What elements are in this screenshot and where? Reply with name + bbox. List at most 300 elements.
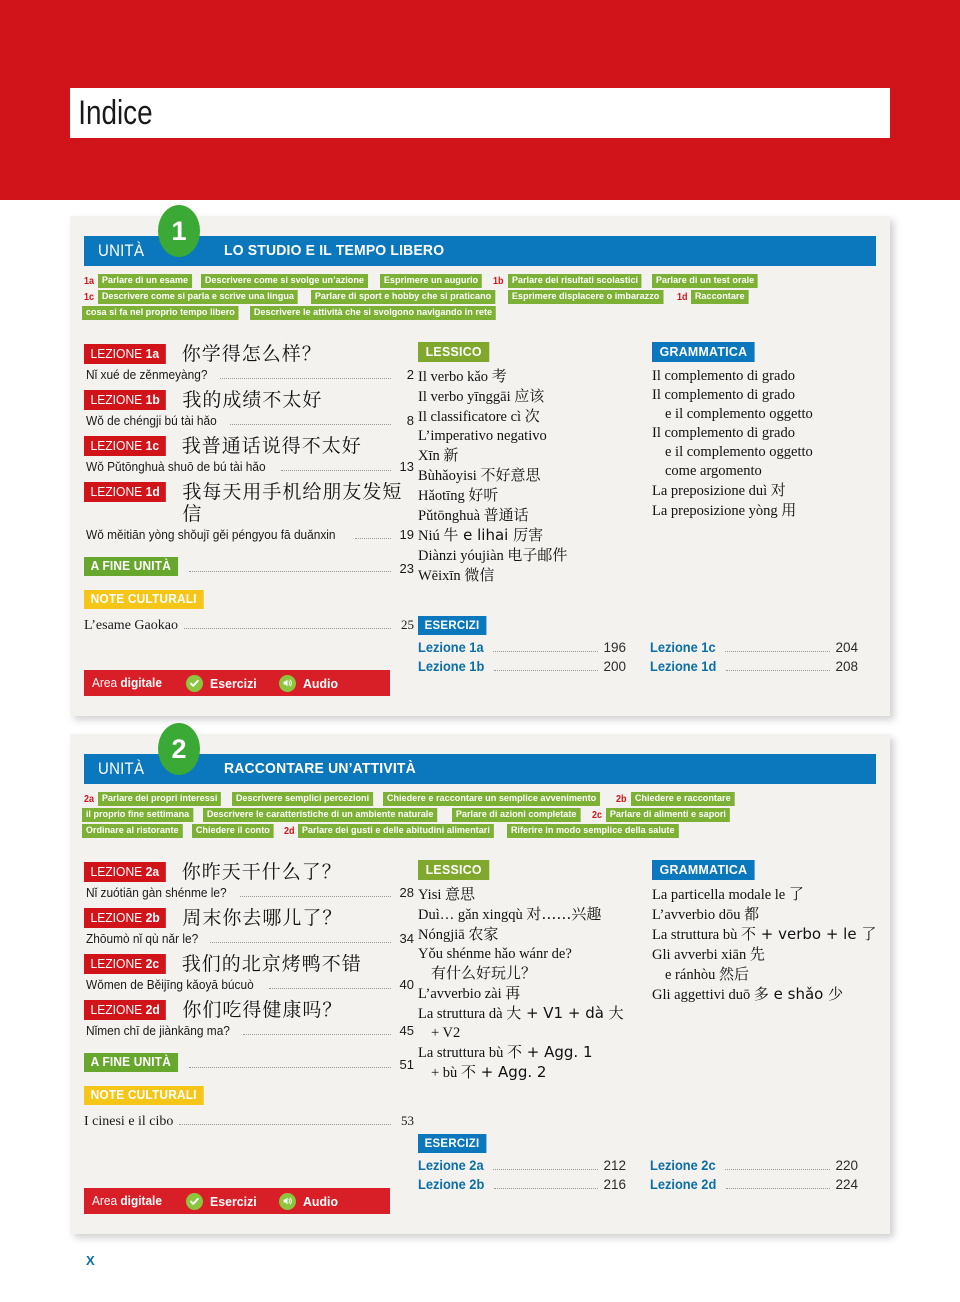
lessico-item <box>418 925 648 945</box>
lesson-page-number: 40 <box>399 977 414 992</box>
grammatica-item-hanzi: 都 <box>744 905 760 923</box>
objective-tag[interactable]: Chiedere il conto <box>192 824 274 838</box>
dot-leader <box>179 1124 391 1125</box>
lesson-list <box>84 860 414 1130</box>
lessico-item-text: La struttura bù <box>418 1045 507 1061</box>
lessico-item-text: Il verbo yīnggāi <box>418 389 515 405</box>
esercizi-page-number: 224 <box>835 1177 858 1192</box>
esercizi-row[interactable] <box>418 1177 650 1193</box>
grammatica-item <box>652 945 882 965</box>
lessico-item <box>418 1024 648 1043</box>
grammatica-item-hanzi: 然后 <box>718 965 749 983</box>
lessico-item <box>418 486 648 506</box>
grammatica-item <box>652 405 882 424</box>
esercizi-lesson-label: Lezione 1d <box>650 659 717 674</box>
unit-header-bar <box>84 754 876 784</box>
lessico-item-hanzi: 牛 e lihai 厉害 <box>443 526 544 544</box>
grammatica-item-hanzi: 了 <box>788 885 804 903</box>
dot-leader <box>725 1169 830 1170</box>
note-culturali-entry-row[interactable] <box>84 617 414 634</box>
lesson-badge[interactable] <box>84 862 166 882</box>
lesson-page-number: 34 <box>399 931 414 946</box>
esercizi-row[interactable] <box>650 1177 882 1193</box>
dot-leader <box>240 896 391 897</box>
lesson-badge-code: 1b <box>145 392 160 407</box>
note-culturali-entry: I cinesi e il cibo <box>84 1114 174 1129</box>
lesson-page-number: 28 <box>399 885 414 900</box>
header-band <box>0 0 960 200</box>
esercizi-column <box>650 640 882 678</box>
grammatica-item-text: Il complemento di grado <box>652 368 795 384</box>
objective-row <box>82 290 882 304</box>
lessico-item-text: Nóngjiā <box>418 927 469 943</box>
area-digitale-bold: digitale <box>120 676 162 690</box>
lessico-item-text: Niú <box>418 528 444 544</box>
area-digitale-label <box>92 1194 162 1208</box>
objective-tag[interactable]: Parlare dei gusti e delle abitudini alimentari <box>298 824 494 838</box>
lessico-section <box>418 860 648 1083</box>
esercizi-heading: ESERCIZI <box>418 1134 486 1153</box>
lesson-page-number: 2 <box>406 367 414 382</box>
lessico-item-text: + V2 <box>431 1025 461 1041</box>
grammatica-item <box>652 424 882 443</box>
lessico-item-text: Duì… gǎn xingqù <box>418 907 527 923</box>
lesson-badge-code: 1d <box>145 484 160 499</box>
lesson-badge-code: 1a <box>145 346 160 361</box>
lessico-item-text: Yisi <box>418 887 445 903</box>
lesson-badge[interactable] <box>84 344 166 364</box>
lesson-title-hanzi: 我普通话说得不太好 <box>181 435 362 457</box>
dot-leader <box>725 651 830 652</box>
objective-tag[interactable]: Chiedere e raccontare un semplice avvenimento <box>383 792 600 806</box>
grammatica-item <box>652 925 882 945</box>
lessico-item-text: Bùhǎoyisi <box>418 468 481 484</box>
a-fine-unita-page: 51 <box>399 1057 414 1072</box>
lesson-pinyin: Wǒ de chéngji bú tài hǎo <box>86 414 217 428</box>
unit-objectives <box>82 274 882 322</box>
objective-tag[interactable]: Riferire in modo semplice della salute <box>507 824 678 838</box>
check-circle-icon <box>186 1193 203 1210</box>
lessico-item-hanzi: 微信 <box>464 566 495 584</box>
dot-leader <box>355 538 391 539</box>
lesson-heading[interactable] <box>84 389 414 411</box>
grammatica-item-hanzi: 多 e shǎo 少 <box>753 985 844 1003</box>
unit-title: LO STUDIO E IL TEMPO LIBERO <box>224 242 445 259</box>
lessico-item-text: + bù <box>431 1065 461 1081</box>
dot-leader <box>243 1034 391 1035</box>
area-digitale-bar <box>84 670 390 696</box>
grammatica-item <box>652 905 882 925</box>
note-culturali-page: 25 <box>401 617 414 632</box>
page-title-box <box>70 88 890 138</box>
lesson-heading[interactable] <box>84 435 414 457</box>
lessico-list <box>418 367 648 586</box>
lessico-heading: LESSICO <box>418 342 489 362</box>
footer-page-number: X <box>86 1253 95 1268</box>
area-digitale-prefix: Area <box>92 1194 121 1208</box>
objective-tag[interactable]: Descrivere come si parla e scrive una lingua <box>98 290 298 304</box>
esercizi-row[interactable] <box>650 1158 882 1174</box>
unit-number-badge: 2 <box>158 723 200 775</box>
lessico-section <box>418 342 648 586</box>
lesson-list <box>84 342 414 634</box>
lessico-item-text: L’avverbio zài <box>418 986 506 1002</box>
lessico-item-hanzi: 考 <box>491 367 507 385</box>
objective-code: 1c <box>84 291 95 303</box>
esercizi-column <box>418 1158 650 1196</box>
grammatica-item <box>652 985 882 1005</box>
area-digitale-audio[interactable]: Audio <box>302 1193 338 1209</box>
audio-speaker-icon <box>279 675 296 692</box>
dot-leader <box>493 1169 598 1170</box>
esercizi-heading: ESERCIZI <box>418 616 486 635</box>
grammatica-item <box>652 443 882 462</box>
esercizi-row[interactable] <box>418 640 650 656</box>
unit-objectives <box>82 792 882 840</box>
esercizi-page-number: 212 <box>603 1158 626 1173</box>
objective-tag[interactable]: il proprio fine settimana <box>82 808 193 822</box>
lessico-item <box>418 407 648 427</box>
lessico-item-hanzi: 好听 <box>468 486 499 504</box>
lesson-heading[interactable] <box>84 481 414 525</box>
esercizi-lesson-label: Lezione 2c <box>650 1158 716 1173</box>
esercizi-lesson-label: Lezione 1b <box>418 659 485 674</box>
grammatica-item-hanzi: 用 <box>781 501 797 519</box>
esercizi-row[interactable] <box>418 659 650 675</box>
dot-leader <box>230 424 391 425</box>
lesson-pinyin-row <box>86 367 414 383</box>
objective-code: 2a <box>84 793 95 805</box>
lessico-item-hanzi: 意思 <box>445 885 476 903</box>
unit-header-bar <box>84 236 876 266</box>
lesson-pinyin-row <box>86 459 414 475</box>
objective-tag[interactable]: Descrivere semplici percezioni <box>232 792 373 806</box>
esercizi-row[interactable] <box>418 1158 650 1174</box>
lesson-heading[interactable] <box>84 953 414 975</box>
lesson-badge-code: 2b <box>145 910 160 925</box>
note-culturali-row <box>84 590 414 609</box>
grammatica-heading: GRAMMATICA <box>652 342 755 362</box>
dot-leader <box>189 571 391 572</box>
lessico-item <box>418 566 648 586</box>
esercizi-section <box>418 616 882 678</box>
lessico-item-hanzi: 应该 <box>514 387 545 405</box>
grammatica-item <box>652 481 882 501</box>
lessico-item-hanzi: 次 <box>524 407 540 425</box>
esercizi-lesson-label: Lezione 1a <box>418 640 484 655</box>
esercizi-row[interactable] <box>650 640 882 656</box>
lessico-item <box>418 984 648 1004</box>
lessico-item <box>418 945 648 964</box>
grammatica-item-text: Il complemento di grado <box>652 387 795 403</box>
grammatica-item-text: Gli avverbi xiān <box>652 947 750 963</box>
a-fine-unita-row[interactable] <box>84 1053 414 1072</box>
objective-tag[interactable]: cosa si fa nel proprio tempo libero <box>82 306 239 320</box>
grammatica-item-hanzi: 先 <box>749 945 765 963</box>
unit-title: RACCONTARE UN’ATTIVITÀ <box>224 760 416 777</box>
esercizi-lesson-label: Lezione 2d <box>650 1177 717 1192</box>
lessico-item <box>418 466 648 486</box>
dot-leader <box>494 1188 599 1189</box>
objective-row <box>82 808 882 822</box>
esercizi-lesson-label: Lezione 1c <box>650 640 716 655</box>
lesson-badge-prefix: LEZIONE <box>90 1002 143 1017</box>
objective-tag[interactable]: Parlare di un test orale <box>652 274 758 288</box>
grammatica-item-text: come argomento <box>665 463 762 479</box>
lesson-title-hanzi: 周末你去哪儿了？ <box>182 907 343 929</box>
lesson-title-hanzi: 你们吃得健康吗？ <box>182 999 343 1021</box>
lesson-title-hanzi: 你学得怎么样？ <box>181 343 322 365</box>
objective-row <box>82 274 882 288</box>
lesson-badge[interactable] <box>84 1000 166 1020</box>
note-culturali-entry: L’esame Gaokao <box>84 618 178 633</box>
grammatica-item-text: e il complemento oggetto <box>665 444 813 460</box>
objective-code: 1b <box>492 275 504 287</box>
lessico-item-hanzi: 不好意思 <box>480 466 541 484</box>
dot-leader <box>189 1067 391 1068</box>
lesson-pinyin: Nǐ zuótiān gàn shénme le? <box>86 886 227 900</box>
lessico-item-hanzi: 大 + V1 + dà 大 <box>506 1004 624 1022</box>
area-digitale-label <box>92 676 162 690</box>
lessico-item-text: Hǎotīng <box>418 488 469 504</box>
esercizi-grid <box>418 1158 882 1196</box>
grammatica-list <box>652 367 882 521</box>
audio-speaker-icon <box>279 1193 296 1210</box>
a-fine-unita-badge[interactable]: A FINE UNITÀ <box>84 1053 178 1072</box>
lessico-item-text: Xīn <box>418 448 444 464</box>
lesson-badge[interactable] <box>84 436 166 456</box>
dot-leader <box>184 628 391 629</box>
grammatica-item-text: Il complemento di grado <box>652 425 795 441</box>
note-culturali-entry-row[interactable] <box>84 1113 414 1130</box>
lesson-badge-code: 2d <box>145 1002 160 1017</box>
lesson-badge[interactable] <box>84 954 166 974</box>
esercizi-column <box>650 1158 882 1196</box>
unita-label: UNITÀ <box>98 241 145 260</box>
lessico-item <box>418 905 648 925</box>
dot-leader <box>494 670 599 671</box>
unita-label: UNITÀ <box>98 759 145 778</box>
grammatica-item-text: La preposizione duì <box>652 483 771 499</box>
lessico-item-hanzi: 不 + Agg. 1 <box>507 1043 593 1061</box>
lessico-item-text: La struttura dà <box>418 1006 507 1022</box>
objective-tag[interactable]: Parlare dei propri interessi <box>98 792 221 806</box>
esercizi-page-number: 196 <box>603 640 626 655</box>
lesson-badge-code: 1c <box>145 438 160 453</box>
objective-code: 1a <box>84 275 95 287</box>
objective-row <box>82 824 882 838</box>
a-fine-unita-row[interactable] <box>84 557 414 576</box>
objective-tag[interactable]: Ordinare al ristorante <box>82 824 182 838</box>
unit-number-badge: 1 <box>158 205 200 257</box>
dot-leader <box>726 670 831 671</box>
lessico-item <box>418 387 648 407</box>
page-title: Indice <box>78 93 153 132</box>
note-culturali-badge[interactable]: NOTE CULTURALI <box>84 590 203 609</box>
lesson-pinyin-row <box>86 977 414 993</box>
lessico-heading: LESSICO <box>418 860 489 880</box>
lessico-item-hanzi: 对……兴趣 <box>526 905 602 923</box>
esercizi-page-number: 200 <box>603 659 626 674</box>
grammatica-item-text: e ránhòu <box>665 967 719 983</box>
lesson-page-number: 45 <box>399 1023 414 1038</box>
lessico-item-hanzi: 电子邮件 <box>507 546 568 564</box>
lesson-pinyin-row <box>86 413 414 429</box>
note-culturali-badge[interactable]: NOTE CULTURALI <box>84 1086 203 1105</box>
unit-card-2 <box>70 734 890 1234</box>
esercizi-page-number: 220 <box>835 1158 858 1173</box>
grammatica-item-text: La particella modale le <box>652 887 789 903</box>
lesson-badge[interactable] <box>84 390 166 410</box>
objective-row <box>82 792 882 806</box>
objective-tag[interactable]: Parlare di un esame <box>98 274 192 288</box>
lessico-item-hanzi: 新 <box>443 446 459 464</box>
lesson-badge-prefix: LEZIONE <box>90 346 143 361</box>
lessico-item <box>418 1043 648 1063</box>
check-circle-icon <box>186 675 203 692</box>
a-fine-unita-page: 23 <box>399 561 414 576</box>
lessico-list <box>418 885 648 1083</box>
lesson-badge-prefix: LEZIONE <box>90 438 143 453</box>
objective-tag[interactable]: Parlare di azioni completate <box>452 808 580 822</box>
dot-leader <box>493 651 598 652</box>
lesson-pinyin: Nǐ xué de zěnmeyàng? <box>86 368 208 382</box>
objective-tag[interactable]: Descrivere le caratteristiche di un ambiente naturale <box>203 808 437 822</box>
lesson-heading[interactable] <box>84 343 414 365</box>
lessico-item-hanzi: 普通话 <box>483 506 529 524</box>
lessico-item <box>418 964 648 984</box>
lesson-pinyin: Zhōumò nǐ qù nǎr le? <box>86 932 199 946</box>
lessico-item-hanzi: 不 + Agg. 2 <box>460 1063 547 1081</box>
grammatica-item <box>652 885 882 905</box>
grammatica-heading: GRAMMATICA <box>652 860 755 880</box>
lessico-item-hanzi: 再 <box>505 984 521 1002</box>
lessico-item-text: Pǔtōnghuà <box>418 508 484 524</box>
lessico-item <box>418 546 648 566</box>
objective-code: 1d <box>676 291 688 303</box>
objective-tag[interactable]: Chiedere e raccontare <box>631 792 734 806</box>
lesson-title-hanzi: 我们的北京烤鸭不错 <box>181 953 362 975</box>
lessico-item-text: Il verbo kǎo <box>418 369 492 385</box>
objective-tag[interactable]: Parlare di alimenti e sapori <box>606 808 730 822</box>
lesson-page-number: 19 <box>399 527 414 542</box>
esercizi-page-number: 208 <box>835 659 858 674</box>
grammatica-item <box>652 386 882 405</box>
lessico-item-hanzi: 农家 <box>468 925 499 943</box>
objective-tag[interactable]: Parlare di sport e hobby che si praticano <box>311 290 495 304</box>
lessico-item-text: Il classificatore cì <box>418 409 525 425</box>
esercizi-section <box>418 1134 882 1196</box>
objective-tag[interactable]: Descrivere come si svolge un’azione <box>201 274 368 288</box>
lessico-item <box>418 427 648 446</box>
area-digitale-bar <box>84 1188 390 1214</box>
lessico-item <box>418 1004 648 1024</box>
lessico-item-text: L’imperativo negativo <box>418 428 547 444</box>
lesson-heading[interactable] <box>84 907 414 929</box>
area-digitale-audio[interactable]: Audio <box>302 675 338 691</box>
esercizi-page-number: 204 <box>835 640 858 655</box>
grammatica-item <box>652 501 882 521</box>
lesson-pinyin: Wǒ Pǔtōnghuà shuō de bú tài hǎo <box>86 460 266 474</box>
grammatica-item <box>652 462 882 481</box>
objective-code: 2d <box>283 825 295 837</box>
grammatica-item-hanzi: 不 + verbo + le 了 <box>741 925 877 943</box>
lesson-page-number: 13 <box>399 459 414 474</box>
lesson-pinyin-row <box>86 931 414 947</box>
grammatica-item-text: L’avverbio dōu <box>652 907 745 923</box>
lesson-badge-prefix: LEZIONE <box>90 956 143 971</box>
lesson-pinyin: Wǒmen de Běijīng kǎoyā búcuò <box>86 978 254 992</box>
esercizi-row[interactable] <box>650 659 882 675</box>
dot-leader <box>269 988 392 989</box>
dot-leader <box>220 378 391 379</box>
lesson-pinyin-row <box>86 1023 414 1039</box>
lesson-badge[interactable] <box>84 908 166 928</box>
lesson-badge[interactable] <box>84 482 166 502</box>
area-digitale-esercizi[interactable]: Esercizi <box>209 1193 257 1209</box>
lessico-item-text: Wēixīn <box>418 568 465 584</box>
lesson-badge-prefix: LEZIONE <box>90 484 143 499</box>
lessico-item-text: Yǒu shénme hǎo wánr de? <box>418 946 572 962</box>
grammatica-section <box>652 342 882 521</box>
lesson-title-hanzi: 你昨天干什么了？ <box>181 861 342 883</box>
objective-code: 2c <box>592 809 603 821</box>
lesson-heading[interactable] <box>84 999 414 1021</box>
grammatica-item <box>652 367 882 386</box>
lesson-title-hanzi: 我每天用手机给朋友发短信 <box>182 481 403 525</box>
lesson-page-number: 8 <box>406 413 414 428</box>
objective-tag[interactable]: Descrivere le attività che si svolgono navigando in rete <box>250 306 496 320</box>
grammatica-item-text: Gli aggettivi duō <box>652 987 754 1003</box>
objective-row <box>82 306 882 320</box>
lesson-badge-code: 2c <box>145 956 160 971</box>
grammatica-item-text: La struttura bù <box>652 927 741 943</box>
esercizi-column <box>418 640 650 678</box>
area-digitale-prefix: Area <box>92 676 121 690</box>
lessico-item <box>418 367 648 387</box>
lesson-badge-prefix: LEZIONE <box>90 392 143 407</box>
grammatica-section <box>652 860 882 1005</box>
objective-tag[interactable]: Esprimere un augurio <box>380 274 482 288</box>
grammatica-item-hanzi: 对 <box>770 481 786 499</box>
lesson-badge-code: 2a <box>145 864 160 879</box>
lesson-heading[interactable] <box>84 861 414 883</box>
grammatica-list <box>652 885 882 1005</box>
objective-tag[interactable]: Parlare dei risultati scolastici <box>508 274 642 288</box>
dot-leader <box>281 470 391 471</box>
area-digitale-bold: digitale <box>120 1194 162 1208</box>
grammatica-item-text: La preposizione yòng <box>652 503 782 519</box>
lessico-item <box>418 446 648 466</box>
area-digitale-esercizi[interactable]: Esercizi <box>209 675 257 691</box>
unit-card-1 <box>70 216 890 716</box>
grammatica-item-text: e il complemento oggetto <box>665 406 813 422</box>
objective-tag[interactable]: Esprimere displacere o imbarazzo <box>508 290 663 304</box>
note-culturali-page: 53 <box>401 1113 414 1128</box>
lesson-badge-prefix: LEZIONE <box>90 910 143 925</box>
grammatica-item <box>652 965 882 985</box>
note-culturali-row <box>84 1086 414 1105</box>
esercizi-grid <box>418 640 882 678</box>
a-fine-unita-badge[interactable]: A FINE UNITÀ <box>84 557 178 576</box>
dot-leader <box>726 1188 831 1189</box>
objective-code: 2b <box>616 793 627 805</box>
lesson-pinyin: Wǒ měitiān yòng shǒujī gěi péngyou fā duǎnxin <box>86 528 336 542</box>
lessico-item <box>418 506 648 526</box>
lesson-pinyin-row <box>86 885 414 901</box>
esercizi-page-number: 216 <box>603 1177 626 1192</box>
objective-tag[interactable]: Raccontare <box>691 290 748 304</box>
